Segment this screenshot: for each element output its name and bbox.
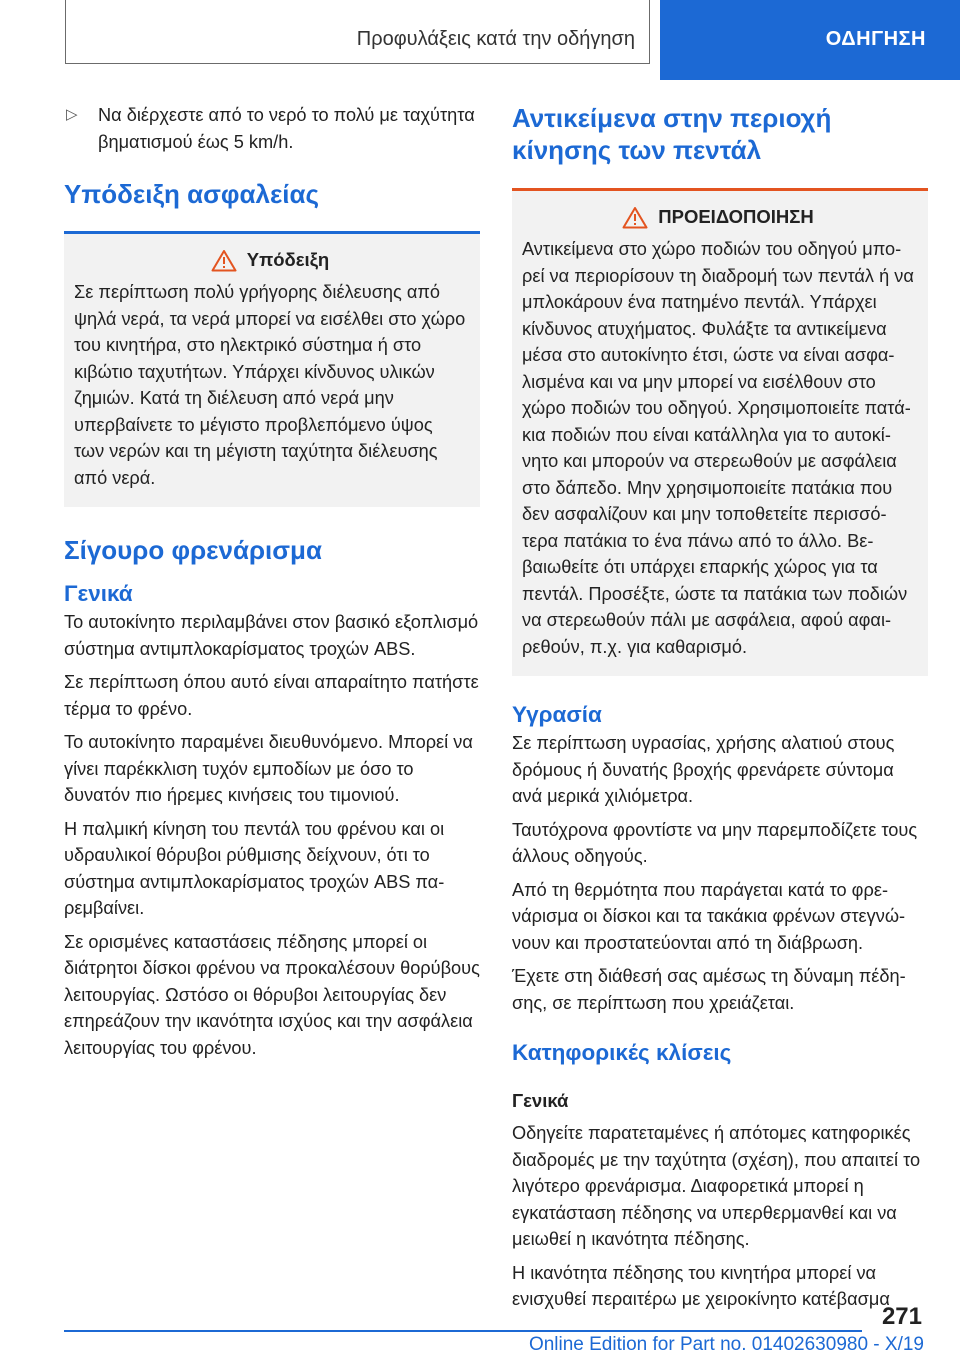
moisture-heading: Υγρασία — [512, 702, 602, 727]
chapter-tab — [660, 0, 960, 80]
footer-divider — [64, 1330, 862, 1332]
warning-triangle-icon — [211, 249, 237, 272]
paragraph: Από τη θερμότητα που παράγεται κατά το φρενάρισμα οι δίσκοι και τα τακάκια φρένων στεγνώνουν και προστατεύονται από τη διάβρωση. — [512, 879, 906, 953]
general-heading: Γενικά — [64, 581, 133, 606]
paragraph: Το αυτοκίνητο περιλαμβάνει στον βασικό εξοπλισμό σύστημα αντιμπλοκαρίσματος τροχών ABS. — [64, 612, 479, 659]
slopes-heading: Κατηφορικές κλίσεις — [512, 1040, 732, 1065]
page-number: 271 — [881, 1303, 922, 1330]
warning-note — [512, 188, 928, 676]
warning-title: ΠΡΟΕΙΔΟΠΟΙΗΣΗ — [658, 206, 814, 227]
paragraph: Οδηγείτε παρατεταμένες ή απότομες κατηφορικές διαδρομές με την ταχύτητα (σχέση), που απαιτεί το λιγότερο φρενάρισμα. Διαφορετικά μπορεί η εγκατάσταση πέδησης να υπερθερμανθεί και να μειωθεί η ικανότητα πέδησης. — [512, 1123, 921, 1249]
paragraph: Σε ορισμένες καταστάσεις πέδησης μπορεί οι διάτρητοι δίσκοι φρένου να προκαλέσουν θορύβους λειτουργίας. Ωστόσο οι θόρυβοι λειτουργίας δεν επηρεάζουν την ικανότητα ισχύος και την ασφάλεια λειτουργίας του φρένου. — [64, 931, 480, 1058]
header-box — [65, 0, 650, 64]
paragraph: Η παλμική κίνηση του πεντάλ του φρένου και οι υδραυλικοί θόρυβοι ρύθμισης δείχνουν, ότι το σύστημα αντιμπλοκαρίσματος τροχών ABS παρεμβαίνει. — [64, 818, 445, 918]
warning-text: Αντικείμενα στο χώρο ποδιών του οδηγού μπορεί να περιορίσουν τη διαδρομή των πεντάλ ή να μπλοκάρουν ένα πατημένο πεντάλ. Υπάρχει κίνδυνος ατυχήματος. Φυλάξτε τα αντικείμενα μέσα στο αυτοκίνητο έτσι, ώστε να είναι ασφαλισμένα και να μην μπορεί να εισέλθουν στο χώρο ποδιών του οδηγού. Χρησιμοποιείτε πατάκια ποδιών που είναι κατάλληλα για το αυτοκίνητο και μπορούν να στερεωθούν με ασφάλεια στο δάπεδο. Μην χρησιμοποιείτε πατάκια που δεν ασφαλίζουν και μην τοποθετείτε περισσότερα πατάκια το ένα πάνω από το άλλο. Βεβαιωθείτε ότι υπάρχει επαρκής χώρος για τα πεντάλ. Προσέξτε, ώστε τα πατάκια των ποδιών να στερεωθούν πάλι με ασφάλεια, αφού αφαιρεθούν, π.χ. για καθαρισμό. — [522, 239, 914, 657]
warning-header — [522, 203, 914, 231]
bullet-text: Να διέρχεστε από το νερό το πολύ με ταχύτητα βηματισμού έως 5 km/h. — [98, 105, 475, 152]
paragraph: Σε περίπτωση υγρασίας, χρήσης αλατιού στους δρόμους ή δυνατής βροχής φρενάρετε σύντομα ανά μερικά χιλιόμετρα. — [512, 733, 895, 806]
safety-heading: Υπόδειξη ασφαλείας — [64, 179, 320, 209]
edition-link[interactable]: Online Edition for Part no. 01402630980 - X/19 — [528, 1334, 924, 1355]
paragraph: Η ικανότητα πέδησης του κινητήρα μπορεί να ενισχυθεί περαιτέρω με χειροκίνητο κατέβασμα — [512, 1262, 890, 1309]
paragraph: Το αυτοκίνητο παραμένει διευθυνόμενο. Μπορεί να γίνει παρέκκλιση τυχόν εμποδίων με όσο το δυνατόν πιο ήρεμες κινήσεις του τιμονιού. — [64, 732, 473, 805]
braking-heading: Σίγουρο φρενάρισμα — [64, 535, 322, 565]
section-title: Προφυλάξεις κατά την οδήγηση — [356, 28, 635, 50]
note-title: Υπόδειξη — [246, 249, 330, 270]
bullet-item — [64, 102, 480, 155]
chapter-tab-label: ΟΔΗΓΗΣΗ — [825, 28, 926, 50]
right-column — [512, 102, 928, 1320]
triangle-right-icon: ▷ — [66, 106, 78, 123]
pedal-heading: Αντικείμενα στην περιοχή κίνησης των πεντάλ — [512, 103, 832, 165]
left-column — [64, 102, 480, 1068]
slopes-general-heading: Γενικά — [512, 1090, 569, 1111]
paragraph: Σε περίπτωση όπου αυτό είναι απαραίτητο πατήστε τέρμα το φρένο. — [64, 672, 479, 719]
paragraph: Έχετε στη διάθεσή σας αμέσως τη δύναμη πέδησης, σε περίπτωση που χρειάζεται. — [512, 966, 906, 1013]
note-header — [74, 246, 466, 274]
paragraph: Ταυτόχρονα φροντίστε να μην παρεμποδίζετε τους άλλους οδηγούς. — [512, 819, 918, 866]
note-text: Σε περίπτωση πολύ γρήγορης διέλευσης από ψηλά νερά, τα νερά μπορεί να εισέλθει στο χώρο του κινητήρα, στο ηλεκτρικό σύστημα ή στο κιβώτιο ταχυτήτων. Υπάρχει κίνδυνος υλικών ζημιών. Κατά τη διέλευση από νερά μην υπερβαίνετε το μέγιστο προβλεπόμενο ύψος των νερών και τη μέγιστη ταχύτητα διέλευσης από νερά. — [74, 282, 466, 488]
warning-triangle-icon — [622, 206, 648, 229]
safety-note — [64, 231, 480, 507]
